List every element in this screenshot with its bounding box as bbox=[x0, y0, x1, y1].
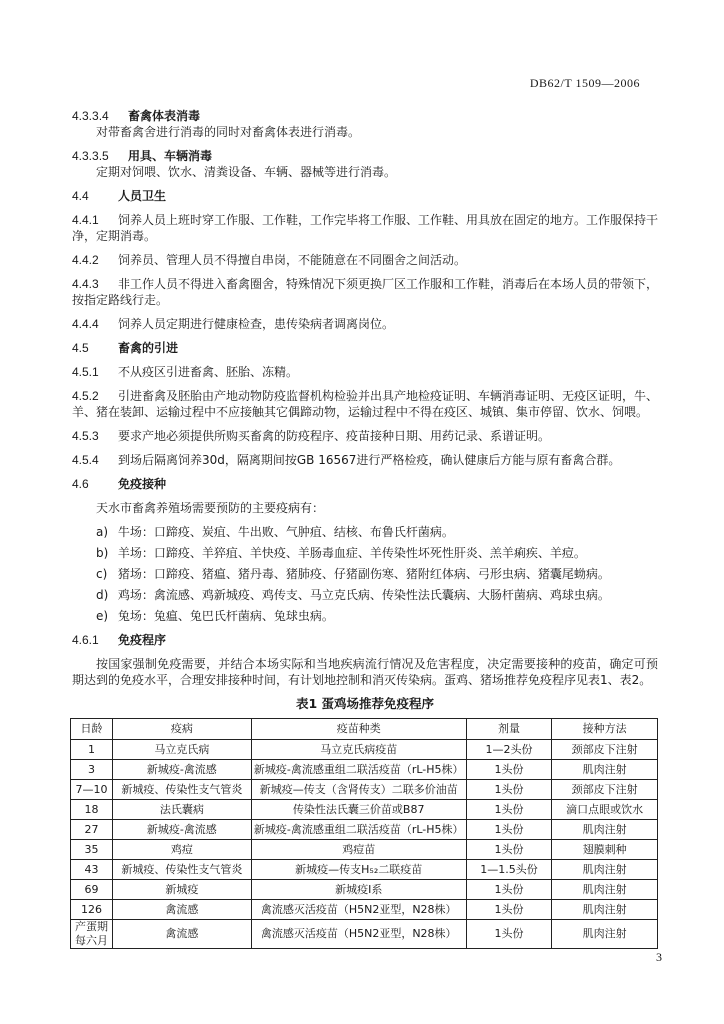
section-4-4-2 bbox=[72, 252, 658, 268]
table-cell: 1头份 bbox=[466, 760, 551, 780]
table-cell: 43 bbox=[71, 860, 113, 880]
section-text: 对带畜禽舍进行消毒的同时对畜禽体表进行消毒。 bbox=[96, 125, 361, 139]
table-cell: 新城疫 bbox=[113, 880, 252, 900]
section-4-5-3 bbox=[72, 428, 658, 444]
table-row bbox=[71, 860, 658, 880]
list-item bbox=[72, 545, 658, 561]
table-cell: 新城疫Ⅰ系 bbox=[251, 880, 466, 900]
table-cell: 新城疫—传支H₅₂二联疫苗 bbox=[251, 860, 466, 880]
list-text: 猪场：口蹄疫、猪瘟、猪丹毒、猪肺疫、仔猪副伤寒、猪附红体病、弓形虫病、猪囊尾蚴病。 bbox=[117, 567, 610, 581]
table-cell: 新城疫-禽流感重组二联活疫苗（rL-H5株） bbox=[251, 760, 466, 780]
section-text: 饲养人员定期进行健康检查，患传染病者调离岗位。 bbox=[118, 317, 395, 331]
section-4-3-3-5 bbox=[72, 148, 658, 180]
table-cell: 鸡痘 bbox=[113, 840, 252, 860]
table-cell: 颈部皮下注射 bbox=[552, 740, 658, 760]
table-cell: 禽流感灭活疫苗（H5N2亚型，N28株） bbox=[251, 920, 466, 949]
section-4-4-1 bbox=[72, 212, 658, 244]
section-text: 要求产地必须提供所购买畜禽的防疫程序、疫苗接种日期、用药记录、系谱证明。 bbox=[118, 429, 551, 443]
table-cell: 1头份 bbox=[466, 880, 551, 900]
table-cell: 新城疫-禽流感 bbox=[113, 820, 252, 840]
section-title: 免疫接种 bbox=[118, 477, 167, 491]
section-4-3-3-4 bbox=[72, 108, 658, 140]
vaccination-table bbox=[70, 718, 658, 949]
list-label: c) bbox=[96, 567, 108, 581]
section-number: 4.4 bbox=[72, 189, 89, 203]
list-item bbox=[72, 524, 658, 540]
table-cell: 新城疫、传染性支气管炎 bbox=[113, 780, 252, 800]
section-4-4-4 bbox=[72, 316, 658, 332]
section-text: 不从疫区引进畜禽、胚胎、冻精。 bbox=[118, 365, 299, 379]
section-number: 4.3.3.5 bbox=[72, 149, 109, 163]
section-number: 4.5.2 bbox=[72, 389, 99, 403]
table-cell: 35 bbox=[71, 840, 113, 860]
table-row bbox=[71, 780, 658, 800]
list-label: b) bbox=[96, 546, 109, 560]
table-cell: 传染性法氏囊三价苗或B87 bbox=[251, 800, 466, 820]
table-cell: 法氏囊病 bbox=[113, 800, 252, 820]
section-text: 饲养员、管理人员不得擅自串岗，不能随意在不同圈舍之间活动。 bbox=[118, 253, 467, 267]
table-cell: 1头份 bbox=[466, 900, 551, 920]
table-cell: 肌肉注射 bbox=[552, 820, 658, 840]
list-text: 鸡场：禽流感、鸡新城疫、鸡传支、马立克氏病、传染性法氏囊病、大肠杆菌病、鸡球虫病。 bbox=[117, 588, 610, 602]
list-item bbox=[72, 608, 658, 624]
section-number: 4.6 bbox=[72, 477, 89, 491]
list-text: 牛场：口蹄疫、炭疽、牛出败、气肿疽、结核、布鲁氏杆菌病。 bbox=[117, 525, 454, 539]
table-row bbox=[71, 840, 658, 860]
table-cell: 3 bbox=[71, 760, 113, 780]
table-cell: 1头份 bbox=[466, 920, 551, 949]
table-cell: 1—1.5头份 bbox=[466, 860, 551, 880]
section-number: 4.4.1 bbox=[72, 213, 99, 227]
section-number: 4.4.4 bbox=[72, 317, 99, 331]
table-row bbox=[71, 740, 658, 760]
table-cell: 1头份 bbox=[466, 780, 551, 800]
list-label: a) bbox=[96, 525, 109, 539]
table-cell: 新城疫-禽流感 bbox=[113, 760, 252, 780]
table-cell: 1—2头份 bbox=[466, 740, 551, 760]
section-number: 4.6.1 bbox=[72, 633, 99, 647]
list-item bbox=[72, 587, 658, 603]
table-cell: 肌肉注射 bbox=[552, 860, 658, 880]
list-text: 羊场：口蹄疫、羊猝疽、羊快疫、羊肠毒血症、羊传染性坏死性肝炎、羔羊痢疾、羊痘。 bbox=[117, 546, 586, 560]
standard-code: DB62/T 1509—2006 bbox=[529, 76, 640, 90]
section-number: 4.4.3 bbox=[72, 277, 99, 291]
table-cell: 1头份 bbox=[466, 800, 551, 820]
table-row bbox=[71, 880, 658, 900]
table-cell: 69 bbox=[71, 880, 113, 900]
list-label: d) bbox=[96, 588, 109, 602]
section-number: 4.4.2 bbox=[72, 253, 99, 267]
header-cell: 疫病 bbox=[113, 719, 252, 740]
section-text: 饲养人员上班时穿工作服、工作鞋，工作完毕将工作服、工作鞋、用具放在固定的地方。工作服保持干净，定期消毒。 bbox=[72, 213, 659, 243]
header-cell: 剂量 bbox=[466, 719, 551, 740]
section-4-5-1 bbox=[72, 364, 658, 380]
table-row bbox=[71, 800, 658, 820]
table-cell: 马立克氏病疫苗 bbox=[251, 740, 466, 760]
section-number: 4.5.3 bbox=[72, 429, 99, 443]
table-cell: 颈部皮下注射 bbox=[552, 780, 658, 800]
list-item bbox=[72, 566, 658, 582]
list-label: e) bbox=[96, 609, 109, 623]
table-cell: 1头份 bbox=[466, 820, 551, 840]
table-cell: 滴口点眼或饮水 bbox=[552, 800, 658, 820]
table-cell: 禽流感 bbox=[113, 900, 252, 920]
section-text: 到场后隔离饲养30d，隔离期间按GB 16567进行严格检疫，确认健康后方能与原有畜禽合群。 bbox=[118, 453, 621, 467]
table-row bbox=[71, 760, 658, 780]
document-body bbox=[72, 108, 658, 949]
header-cell: 疫苗种类 bbox=[251, 719, 466, 740]
section-4-4-heading bbox=[72, 188, 658, 204]
section-4-5-2 bbox=[72, 388, 658, 420]
section-number: 4.3.3.4 bbox=[72, 109, 109, 123]
section-text: 非工作人员不得进入畜禽圈舍，特殊情况下须更换厂区工作服和工作鞋，消毒后在本场人员的带领下，按指定路线行走。 bbox=[72, 277, 659, 307]
section-title: 人员卫生 bbox=[118, 189, 167, 203]
table-row bbox=[71, 920, 658, 949]
section-number: 4.5.1 bbox=[72, 365, 99, 379]
table-cell: 翅膜刺种 bbox=[552, 840, 658, 860]
section-4-5-4 bbox=[72, 452, 658, 468]
header-cell: 日龄 bbox=[71, 719, 113, 740]
section-title: 畜禽体表消毒 bbox=[128, 109, 201, 123]
table-cell: 鸡痘苗 bbox=[251, 840, 466, 860]
table-cell: 7—10 bbox=[71, 780, 113, 800]
table-cell: 新城疫-禽流感重组二联活疫苗（rL-H5株） bbox=[251, 820, 466, 840]
section-number: 4.5 bbox=[72, 341, 89, 355]
table-cell: 产蛋期每六月 bbox=[71, 920, 113, 949]
table-cell: 肌肉注射 bbox=[552, 900, 658, 920]
table-cell: 1 bbox=[71, 740, 113, 760]
page-number: 3 bbox=[656, 950, 662, 964]
table-cell: 18 bbox=[71, 800, 113, 820]
table-cell: 马立克氏病 bbox=[113, 740, 252, 760]
table-cell: 肌肉注射 bbox=[552, 880, 658, 900]
header-cell: 接种方法 bbox=[552, 719, 658, 740]
table-cell: 新城疫—传支（含肾传支）二联多价油苗 bbox=[251, 780, 466, 800]
section-4-5-heading bbox=[72, 340, 658, 356]
section-title: 畜禽的引进 bbox=[118, 341, 179, 355]
table-row bbox=[71, 820, 658, 840]
table-cell: 禽流感 bbox=[113, 920, 252, 949]
table-cell: 27 bbox=[71, 820, 113, 840]
section-number: 4.5.4 bbox=[72, 453, 99, 467]
table-cell: 肌肉注射 bbox=[552, 760, 658, 780]
section-4-6-1-heading bbox=[72, 632, 658, 648]
section-text: 引进畜禽及胚胎由产地动物防疫监督机构检验并出具产地检疫证明、车辆消毒证明、无疫区证明，牛、羊、猪在装卸、运输过程中不应接触其它偶蹄动物，运输过程中不得在疫区、城镇、集市停留、饮水、饲喂。 bbox=[72, 389, 659, 419]
table-header-row bbox=[71, 719, 658, 740]
section-title: 免疫程序 bbox=[118, 633, 167, 647]
section-4-6-intro: 天水市畜禽养殖场需要预防的主要疫病有： bbox=[96, 501, 325, 515]
section-title: 用具、车辆消毒 bbox=[128, 149, 213, 163]
section-text: 定期对饲喂、饮水、清粪设备、车辆、器械等进行消毒。 bbox=[96, 165, 397, 179]
table-row bbox=[71, 900, 658, 920]
list-text: 兔场：兔瘟、兔巴氏杆菌病、兔球虫病。 bbox=[117, 609, 334, 623]
section-4-6-1-text: 按国家强制免疫需要，并结合本场实际和当地疾病流行情况及危害程度，决定需要接种的疫苗，确定可预期达到的免疫水平，合理安排接种时间，有计划地控制和消灭传染病。蛋鸡、猪场推荐免疫程序见表1、表2。 bbox=[72, 657, 658, 687]
disease-list bbox=[72, 524, 658, 624]
table-title: 表1 蛋鸡场推荐免疫程序 bbox=[295, 696, 435, 711]
section-4-4-3 bbox=[72, 276, 658, 308]
table-cell: 1头份 bbox=[466, 840, 551, 860]
table-cell: 禽流感灭活疫苗（H5N2亚型，N28株） bbox=[251, 900, 466, 920]
section-4-6-heading bbox=[72, 476, 658, 492]
table-cell: 126 bbox=[71, 900, 113, 920]
table-cell: 肌肉注射 bbox=[552, 920, 658, 949]
table-cell: 新城疫、传染性支气管炎 bbox=[113, 860, 252, 880]
